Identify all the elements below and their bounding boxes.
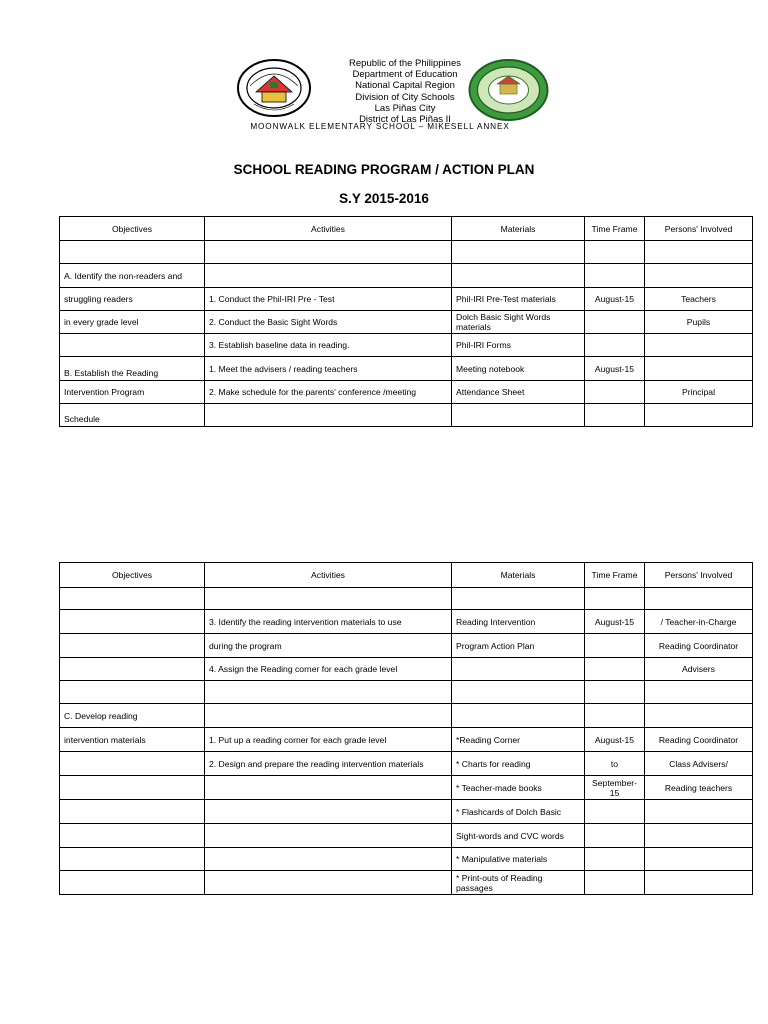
cell-time-frame — [585, 634, 645, 658]
cell-persons: Reading Coordinator — [645, 728, 753, 752]
cell-objective: Intervention Program — [60, 381, 205, 404]
cell-material — [452, 404, 585, 427]
cell-objective — [60, 681, 205, 704]
cell-time-frame — [585, 404, 645, 427]
cell-persons — [645, 824, 753, 848]
letterhead — [200, 58, 610, 125]
cell-material — [452, 264, 585, 288]
table-row — [60, 288, 753, 311]
cell-time-frame — [585, 658, 645, 681]
cell-time-frame — [585, 800, 645, 824]
col-header-objectives: Objectives — [60, 217, 205, 241]
letterhead-line: District of Las Piñas II — [359, 114, 451, 126]
letterhead-line: National Capital Region — [355, 80, 455, 92]
cell-time-frame — [585, 588, 645, 610]
cell-objective — [60, 658, 205, 681]
cell-material — [452, 658, 585, 681]
action-plan-table-1 — [59, 216, 753, 427]
cell-activity: 1. Conduct the Phil-IRI Pre - Test — [205, 288, 452, 311]
table-row — [60, 610, 753, 634]
cell-activity — [205, 404, 452, 427]
cell-persons: Reading Coordinator — [645, 634, 753, 658]
cell-activity — [205, 824, 452, 848]
cell-time-frame — [585, 334, 645, 357]
cell-material: Phil-IRI Pre-Test materials — [452, 288, 585, 311]
cell-time-frame: August-15 — [585, 728, 645, 752]
cell-time-frame — [585, 848, 645, 871]
cell-activity: 3. Establish baseline data in reading. — [205, 334, 452, 357]
cell-material: Reading Intervention — [452, 610, 585, 634]
table-row — [60, 658, 753, 681]
cell-persons — [645, 357, 753, 381]
cell-activity: 2. Conduct the Basic Sight Words — [205, 311, 452, 334]
table-row — [60, 588, 753, 610]
cell-material: * Print-outs of Reading passages — [452, 871, 585, 895]
cell-persons — [645, 848, 753, 871]
table-row — [60, 404, 753, 427]
cell-objective: intervention materials — [60, 728, 205, 752]
cell-objective — [60, 634, 205, 658]
cell-activity — [205, 588, 452, 610]
cell-time-frame — [585, 704, 645, 728]
cell-persons: Teachers — [645, 288, 753, 311]
cell-persons — [645, 404, 753, 427]
table-row — [60, 241, 753, 264]
cell-material: * Charts for reading — [452, 752, 585, 776]
cell-time-frame — [585, 871, 645, 895]
cell-objective: A. Identify the non-readers and — [60, 264, 205, 288]
cell-persons — [645, 800, 753, 824]
cell-activity — [205, 848, 452, 871]
cell-objective — [60, 334, 205, 357]
cell-persons — [645, 704, 753, 728]
cell-persons: Principal — [645, 381, 753, 404]
cell-material — [452, 704, 585, 728]
school-year: S.Y 2015-2016 — [339, 191, 429, 206]
col-header-persons: Persons' Involved — [645, 563, 753, 588]
table-row — [60, 824, 753, 848]
cell-objective — [60, 776, 205, 800]
cell-time-frame — [585, 824, 645, 848]
cell-time-frame — [585, 311, 645, 334]
cell-material: Phil-IRI Forms — [452, 334, 585, 357]
table-header-row — [60, 563, 753, 588]
cell-objective — [60, 752, 205, 776]
letterhead-line: Las Piñas City — [374, 102, 436, 114]
table-row — [60, 311, 753, 334]
cell-time-frame: August-15 — [585, 357, 645, 381]
cell-material: Dolch Basic Sight Words materials — [452, 311, 585, 334]
col-header-objectives: Objectives — [60, 563, 205, 588]
cell-time-frame: September-15 — [585, 776, 645, 800]
cell-material: Attendance Sheet — [452, 381, 585, 404]
cell-objective — [60, 800, 205, 824]
cell-activity: 2. Design and prepare the reading intervention materials — [205, 752, 452, 776]
cell-activity — [205, 241, 452, 264]
cell-time-frame — [585, 264, 645, 288]
cell-material — [452, 588, 585, 610]
cell-activity: 2. Make schedule for the parents' conference /meeting — [205, 381, 452, 404]
col-header-activities: Activities — [205, 217, 452, 241]
cell-objective: C. Develop reading — [60, 704, 205, 728]
cell-objective — [60, 241, 205, 264]
cell-activity — [205, 264, 452, 288]
cell-persons — [645, 588, 753, 610]
table-row — [60, 357, 753, 381]
action-plan-table-2 — [59, 562, 753, 895]
table-row — [60, 264, 753, 288]
school-name: MOONWALK ELEMENTARY SCHOOL – MIKESELL ANNEX — [250, 122, 510, 131]
cell-objective — [60, 610, 205, 634]
table-row — [60, 704, 753, 728]
cell-persons: Pupils — [645, 311, 753, 334]
table-row — [60, 776, 753, 800]
cell-persons: Reading teachers — [645, 776, 753, 800]
cell-time-frame — [585, 381, 645, 404]
cell-activity — [205, 776, 452, 800]
cell-objective: Schedule — [60, 404, 205, 427]
cell-material: * Flashcards of Dolch Basic — [452, 800, 585, 824]
document-title: SCHOOL READING PROGRAM / ACTION PLAN — [233, 162, 535, 177]
table-row — [60, 848, 753, 871]
cell-material: * Teacher-made books — [452, 776, 585, 800]
table-row — [60, 634, 753, 658]
cell-persons: / Teacher-in-Charge — [645, 610, 753, 634]
cell-time-frame: August-15 — [585, 610, 645, 634]
cell-objective: struggling readers — [60, 288, 205, 311]
col-header-activities: Activities — [205, 563, 452, 588]
table-row — [60, 381, 753, 404]
cell-activity: 1. Meet the advisers / reading teachers — [205, 357, 452, 381]
cell-objective — [60, 871, 205, 895]
cell-material — [452, 681, 585, 704]
cell-objective: in every grade level — [60, 311, 205, 334]
col-header-materials: Materials — [452, 217, 585, 241]
cell-persons — [645, 871, 753, 895]
table-row — [60, 334, 753, 357]
col-header-time-frame: Time Frame — [585, 563, 645, 588]
table-row — [60, 728, 753, 752]
col-header-materials: Materials — [452, 563, 585, 588]
table-row — [60, 800, 753, 824]
cell-persons — [645, 264, 753, 288]
cell-activity — [205, 681, 452, 704]
cell-material: Program Action Plan — [452, 634, 585, 658]
cell-persons: Class Advisers/ — [645, 752, 753, 776]
cell-persons — [645, 241, 753, 264]
table-row — [60, 681, 753, 704]
cell-activity — [205, 800, 452, 824]
letterhead-line: Department of Education — [352, 69, 458, 81]
cell-time-frame — [585, 681, 645, 704]
table-header-row — [60, 217, 753, 241]
cell-material: *Reading Corner — [452, 728, 585, 752]
cell-objective — [60, 588, 205, 610]
cell-material: Meeting notebook — [452, 357, 585, 381]
cell-activity — [205, 704, 452, 728]
cell-activity: during the program — [205, 634, 452, 658]
cell-activity — [205, 871, 452, 895]
col-header-time-frame: Time Frame — [585, 217, 645, 241]
cell-material — [452, 241, 585, 264]
table-row — [60, 752, 753, 776]
letterhead-line: Republic of the Philippines — [349, 58, 461, 69]
letterhead-line: Division of City Schools — [355, 91, 455, 103]
cell-time-frame — [585, 241, 645, 264]
table-row — [60, 871, 753, 895]
cell-persons — [645, 334, 753, 357]
cell-persons: Advisers — [645, 658, 753, 681]
cell-persons — [645, 681, 753, 704]
cell-time-frame: August-15 — [585, 288, 645, 311]
cell-activity: 1. Put up a reading corner for each grade level — [205, 728, 452, 752]
cell-material: Sight-words and CVC words — [452, 824, 585, 848]
cell-material: * Manipulative materials — [452, 848, 585, 871]
cell-objective — [60, 824, 205, 848]
col-header-persons: Persons' Involved — [645, 217, 753, 241]
cell-time-frame: to — [585, 752, 645, 776]
cell-objective: B. Establish the Reading — [60, 357, 205, 381]
cell-activity: 4. Assign the Reading corner for each grade level — [205, 658, 452, 681]
cell-activity: 3. Identify the reading intervention materials to use — [205, 610, 452, 634]
cell-objective — [60, 848, 205, 871]
